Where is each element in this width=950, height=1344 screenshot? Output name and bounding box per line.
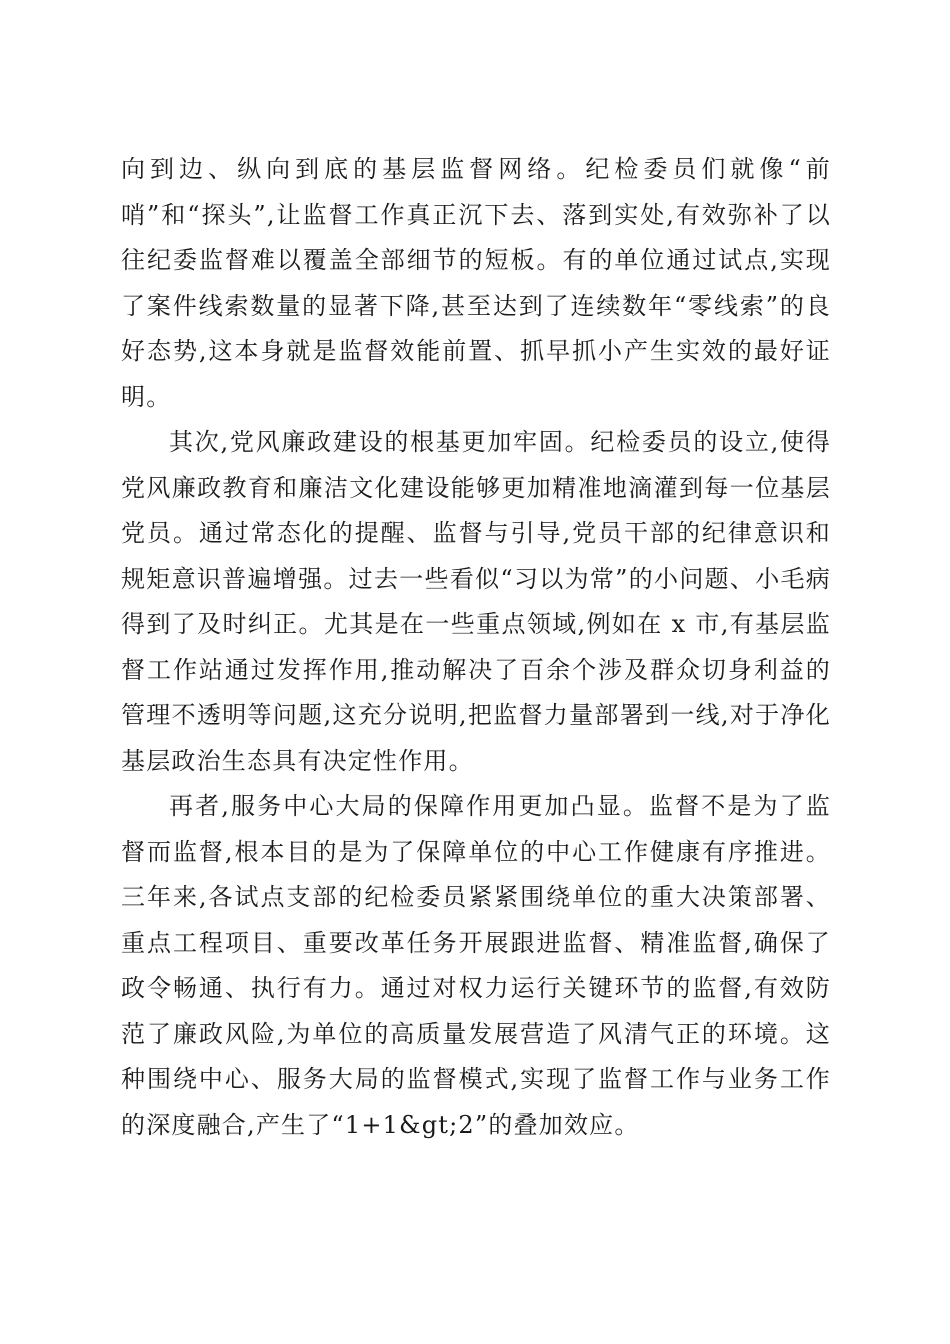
paragraph-party-conduct: 其次,党风廉政建设的根基更加牢固。纪检委员的设立,使得党风廉政教育和廉洁文化建设能够更加精准地滴灌到每一位基层党员。通过常态化的提醒、监督与引导,党员干部的纪律意识和规矩意识普遍增强。过去一些看似“习以为常”的小问题、小毛病得到了及时纠正。尤其是在一些重点领域,例如在 x 市,有基层监督工作站通过发挥作用,推动解决了百余个涉及群众切身利益的管理不透明等问题,这充分说明,把监督力量部署到一线,对于净化基层政治生态具有决定性作用。 bbox=[121, 428, 831, 775]
paragraph-service-center: 再者,服务中心大局的保障作用更加凸显。监督不是为了监督而监督,根本目的是为了保障单位的中心工作健康有序推进。三年来,各试点支部的纪检委员紧紧围绕单位的重大决策部署、重点工程项目、重要改革任务开展跟进监督、精准监督,确保了政令畅通、执行有力。通过对权力运行关键环节的监督,有效防范了廉政风险,为单位的高质量发展营造了风清气正的环境。这种围绕中心、服务大局的监督模式,实现了监督工作与业务工作的深度融合,产生了“1+1&gt;2”的叠加效应。 bbox=[121, 792, 831, 1139]
paragraph-continuation: 向到边、纵向到底的基层监督网络。纪检委员们就像“前哨”和“探头”,让监督工作真正沉下去、落到实处,有效弥补了以往纪委监督难以覆盖全部细节的短板。有的单位通过试点,实现了案件线索数量的显著下降,甚至达到了连续数年“零线索”的良好态势,这本身就是监督效能前置、抓早抓小产生实效的最好证明。 bbox=[121, 155, 831, 411]
document-body bbox=[121, 147, 831, 1148]
